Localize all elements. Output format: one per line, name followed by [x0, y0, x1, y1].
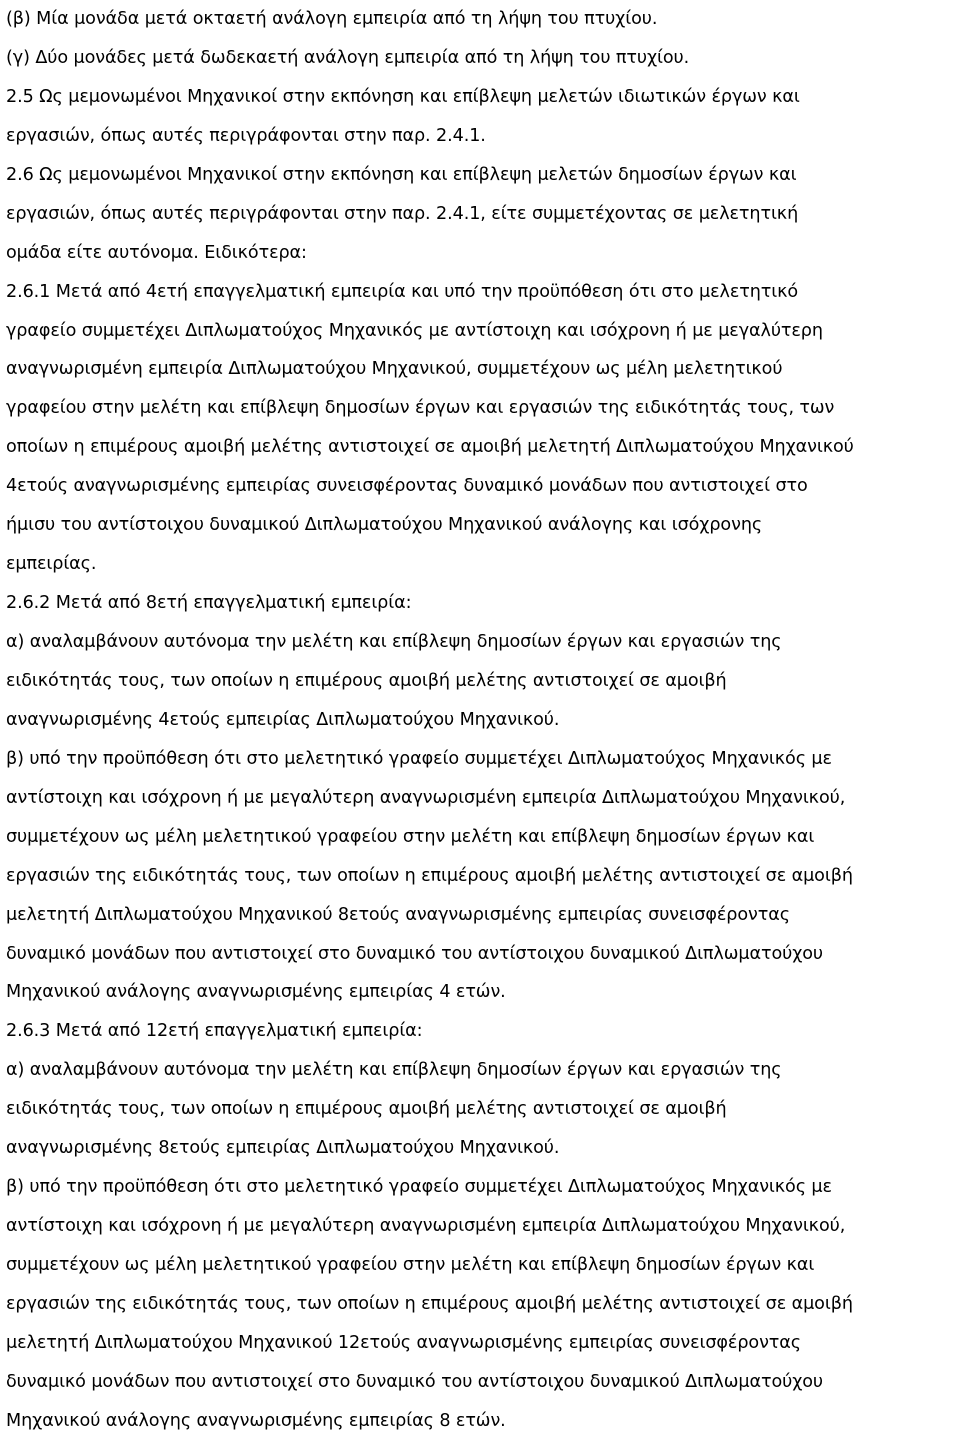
text-line: 4ετούς αναγνωρισμένης εμπειρίας συνεισφέροντας δυναμικό μονάδων που αντιστοιχεί στο [6, 476, 808, 497]
text-line: εργασιών της ειδικότητάς τους, των οποίων η επιμέρους αμοιβή μελέτης αντιστοιχεί σε αμοιβή [6, 865, 853, 886]
text-line: δυναμικό μονάδων που αντιστοιχεί στο δυναμικό του αντίστοιχου δυναμικού Διπλωματούχου [6, 943, 824, 964]
text-line: 2.6.3 Μετά από 12ετή επαγγελματική εμπειρία: [6, 1021, 423, 1042]
text-line: αντίστοιχη και ισόχρονη ή με μεγαλύτερη αναγνωρισμένη εμπειρία Διπλωματούχου Μηχανικού, [6, 1216, 846, 1237]
text-line: ειδικότητάς τους, των οποίων η επιμέρους αμοιβή μελέτης αντιστοιχεί σε αμοιβή [6, 670, 727, 691]
text-line: δυναμικό μονάδων που αντιστοιχεί στο δυναμικό του αντίστοιχου δυναμικού Διπλωματούχου [6, 1371, 824, 1392]
text-line: αναγνωρισμένης 4ετούς εμπειρίας Διπλωματούχου Μηχανικού. [6, 709, 560, 730]
text-line: β) υπό την προϋπόθεση ότι στο μελετητικό γραφείο συμμετέχει Διπλωματούχος Μηχανικός με [6, 748, 832, 769]
text-line: αναγνωρισμένη εμπειρία Διπλωματούχου Μηχανικού, συμμετέχουν ως μέλη μελετητικού [6, 359, 783, 380]
text-line: οποίων η επιμέρους αμοιβή μελέτης αντιστοιχεί σε αμοιβή μελετητή Διπλωματούχου Μηχανικού [6, 437, 854, 458]
text-line: α) αναλαμβάνουν αυτόνομα την μελέτη και επίβλεψη δημοσίων έργων και εργασιών της [6, 1060, 782, 1081]
text-line: γραφείο συμμετέχει Διπλωματούχος Μηχανικός με αντίστοιχη και ισόχρονη ή με μεγαλύτερη [6, 320, 823, 341]
text-line: (γ) Δύο μονάδες μετά δωδεκαετή ανάλογη εμπειρία από τη λήψη του πτυχίου. [6, 47, 690, 68]
text-line: εργασιών, όπως αυτές περιγράφονται στην παρ. 2.4.1, είτε συμμετέχοντας σε μελετητική [6, 203, 799, 224]
text-line: ήμισυ του αντίστοιχου δυναμικού Διπλωματούχου Μηχανικού ανάλογης και ισόχρονης [6, 515, 763, 536]
text-line: γραφείου στην μελέτη και επίβλεψη δημοσίων έργων και εργασιών της ειδικότητάς τους, των [6, 398, 835, 419]
text-line: μελετητή Διπλωματούχου Μηχανικού 12ετούς αναγνωρισμένης εμπειρίας συνεισφέροντας [6, 1332, 802, 1353]
text-line: α) αναλαμβάνουν αυτόνομα την μελέτη και επίβλεψη δημοσίων έργων και εργασιών της [6, 632, 782, 652]
text-line: ομάδα είτε αυτόνομα. Ειδικότερα: [6, 242, 307, 263]
text-line: (β) Μία μονάδα μετά οκταετή ανάλογη εμπειρία από τη λήψη του πτυχίου. [6, 9, 658, 29]
text-line: Μηχανικού ανάλογης αναγνωρισμένης εμπειρίας 8 ετών. [6, 1410, 506, 1431]
text-line: εμπειρίας. [6, 554, 97, 575]
text-line: 2.6.2 Μετά από 8ετή επαγγελματική εμπειρία: [6, 593, 412, 614]
text-line: 2.6.1 Μετά από 4ετή επαγγελματική εμπειρία και υπό την προϋπόθεση ότι στο μελετητικό [6, 281, 799, 302]
text-line: αντίστοιχη και ισόχρονη ή με μεγαλύτερη αναγνωρισμένη εμπειρία Διπλωματούχου Μηχανικού, [6, 787, 846, 808]
text-line: 2.5 Ως μεμονωμένοι Μηχανικοί στην εκπόνηση και επίβλεψη μελετών ιδιωτικών έργων και [6, 86, 800, 107]
text-line: ειδικότητάς τους, των οποίων η επιμέρους αμοιβή μελέτης αντιστοιχεί σε αμοιβή [6, 1099, 727, 1120]
text-line: εργασιών, όπως αυτές περιγράφονται στην παρ. 2.4.1. [6, 125, 486, 146]
text-line: Μηχανικού ανάλογης αναγνωρισμένης εμπειρίας 4 ετών. [6, 982, 506, 1003]
text-line: συμμετέχουν ως μέλη μελετητικού γραφείου στην μελέτη και επίβλεψη δημοσίων έργων και [6, 826, 815, 847]
text-line: μελετητή Διπλωματούχου Μηχανικού 8ετούς αναγνωρισμένης εμπειρίας συνεισφέροντας [6, 904, 790, 925]
document-body [6, 0, 956, 1441]
text-line: αναγνωρισμένης 8ετούς εμπειρίας Διπλωματούχου Μηχανικού. [6, 1138, 560, 1159]
text-line: εργασιών της ειδικότητάς τους, των οποίων η επιμέρους αμοιβή μελέτης αντιστοιχεί σε αμοιβή [6, 1293, 853, 1314]
text-line: συμμετέχουν ως μέλη μελετητικού γραφείου στην μελέτη και επίβλεψη δημοσίων έργων και [6, 1255, 815, 1275]
text-line: β) υπό την προϋπόθεση ότι στο μελετητικό γραφείο συμμετέχει Διπλωματούχος Μηχανικός με [6, 1177, 832, 1198]
text-line: 2.6 Ως μεμονωμένοι Μηχανικοί στην εκπόνηση και επίβλεψη μελετών δημοσίων έργων και [6, 164, 797, 185]
